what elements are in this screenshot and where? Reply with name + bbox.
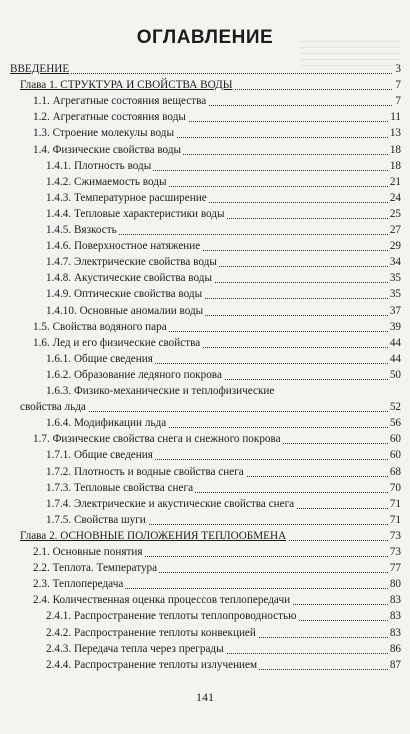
toc-entry [0, 464, 410, 480]
toc-entry [0, 238, 410, 254]
toc-entry [0, 560, 410, 576]
toc-entry-title: 1.4.3. Температурное расширение [46, 191, 207, 204]
toc-entry [0, 109, 410, 125]
toc-entry-title: 1.2. Агрегатные состояния воды [33, 111, 186, 124]
toc-entry-title: 1.4.6. Поверхностное натяжение [46, 240, 201, 253]
toc-entry [0, 496, 410, 512]
toc-entry [0, 351, 410, 367]
toc-entry-title: 1.6.3. Физико-механические и теплофизические [46, 385, 275, 397]
toc-entry [0, 528, 410, 544]
toc-entry-title: Глава 1. СТРУКТУРА И СВОЙСТВА ВОДЫ [20, 79, 233, 92]
toc-entry-page: 86 [389, 642, 401, 655]
toc-entry-page: 35 [389, 288, 401, 301]
toc-entry [0, 319, 410, 335]
toc-entry-title: 1.4.10. Основные аномалии воды [46, 304, 204, 317]
toc-entry [0, 286, 410, 302]
toc-entry [0, 77, 410, 93]
toc-entry-title: 2.3. Теплопередача [33, 578, 124, 591]
toc-entry-title: 1.4.2. Сжимаемость воды [46, 175, 167, 188]
toc-entry-title: 1.6.1. Общие сведения [46, 352, 153, 365]
toc-entry-title: 1.4.7. Электрические свойства воды [46, 256, 217, 269]
toc-entry-page: 18 [389, 143, 401, 156]
toc-entry [0, 367, 410, 383]
toc-entry-page: 68 [389, 465, 401, 478]
toc-entry-title: свойства льда [20, 401, 86, 414]
toc-entry-page: 73 [389, 529, 401, 542]
toc-entry-page: 87 [389, 658, 401, 671]
toc-entry-page: 44 [389, 352, 401, 365]
toc-entry-page: 56 [389, 417, 401, 430]
toc-entry-page: 71 [389, 497, 401, 510]
toc-entry-page: 35 [389, 272, 401, 285]
toc-entry-page: 7 [395, 95, 401, 108]
toc-entry-title: 2.4.3. Передача тепла через преграды [46, 642, 224, 655]
toc-entry-title: 1.7.2. Плотность и водные свойства снега [46, 465, 244, 478]
toc-entry-page: 71 [389, 513, 401, 526]
toc-entry-page: 44 [389, 336, 401, 349]
toc-entry-page: 52 [389, 401, 401, 414]
toc-entry-page: 7 [395, 79, 401, 92]
toc-entry-page: 70 [389, 481, 401, 494]
toc-entry-page: 80 [389, 578, 401, 591]
toc-entry-page: 25 [389, 207, 401, 220]
toc-entry-title: 1.6.2. Образование ледяного покрова [46, 368, 222, 381]
toc-entry-page: 18 [389, 159, 401, 172]
toc-entry-page: 73 [389, 546, 401, 558]
toc-entry-page: 24 [389, 191, 401, 204]
toc-entry [0, 544, 410, 560]
toc-entry-title: 1.4.1. Плотность воды [46, 159, 152, 172]
toc-entry [0, 576, 410, 592]
toc-entry-page: 39 [389, 320, 401, 333]
toc-entry-title: Глава 2. ОСНОВНЫЕ ПОЛОЖЕНИЯ ТЕПЛООБМЕНА [20, 529, 287, 542]
toc-entry-title: 2.4. Количественная оценка процессов теплопередачи [33, 594, 291, 607]
toc-entry-title: 1.3. Строение молекулы воды [33, 127, 174, 140]
toc-entry-page: 83 [389, 626, 401, 639]
toc-entry-page: 13 [389, 127, 401, 140]
toc-entry-title: 1.7.1. Общие сведения [46, 449, 153, 462]
toc-entry-title: 1.4.8. Акустические свойства воды [46, 272, 212, 285]
toc-entry-title: 2.4.2. Распространение теплоты конвекцией [46, 626, 256, 639]
toc-entry-title: 1.6. Лед и его физические свойства [33, 336, 201, 349]
toc-entry-title: 1.6.4. Модификации льда [46, 417, 167, 430]
toc-entry-page: 77 [389, 562, 401, 575]
toc-entry-title: 1.1. Агрегатные состояния вещества [33, 95, 207, 108]
page-number: 141 [196, 690, 214, 704]
toc-entry-title: ВВЕДЕНИЕ [10, 63, 70, 75]
toc-entry-page: 83 [389, 594, 401, 607]
toc-entry [0, 174, 410, 190]
toc-entry [0, 447, 410, 463]
toc-entry-title: 2.4.1. Распространение теплоты теплопроводностью [46, 610, 297, 623]
toc-entry-page: 60 [389, 449, 401, 462]
toc-entry [0, 415, 410, 431]
toc-entry-title: 1.5. Свойства водяного пара [33, 320, 167, 333]
toc-entry [0, 641, 410, 657]
toc-entry-page: 29 [389, 240, 401, 253]
toc-entry-title: 1.4.5. Вязкость [46, 224, 117, 236]
toc-entry [0, 254, 410, 270]
toc-entry-title: 2.4.4. Распространение теплоты излучением [46, 658, 258, 671]
toc-entry [0, 270, 410, 286]
toc-entry [0, 592, 410, 608]
toc-entry [0, 93, 410, 109]
toc-entry [0, 431, 410, 447]
toc-entry [0, 480, 410, 496]
toc-entry-page: 27 [389, 224, 401, 236]
toc-entry [0, 222, 410, 238]
toc-entry [0, 190, 410, 206]
toc-entry [0, 61, 410, 77]
toc-entry [0, 303, 410, 319]
toc-entry [0, 608, 410, 624]
toc-entry [0, 142, 410, 158]
toc-entry [0, 512, 410, 528]
toc-entry-title: 1.7.5. Свойства шуги [46, 513, 146, 526]
toc-entry [0, 383, 410, 399]
toc-entry [0, 657, 410, 673]
toc-entry-title: 2.1. Основные понятия [33, 546, 143, 558]
toc-entry-page: 50 [389, 368, 401, 381]
page-title: ОГЛАВЛЕНИЕ [136, 27, 274, 48]
toc-entry-title: 1.4.4. Тепловые характеристики воды [46, 207, 225, 220]
toc-entry [0, 399, 410, 415]
toc-entry-page: 11 [390, 111, 401, 124]
toc-entry-title: 2.2. Теплота. Температура [33, 562, 158, 575]
toc-entry [0, 206, 410, 222]
toc-entry-title: 1.7.4. Электрические и акустические свойства снега [46, 497, 295, 510]
toc-entry-title: 1.4. Физические свойства воды [33, 143, 182, 156]
toc-entry-page: 21 [389, 175, 401, 188]
toc-entry-title: 1.4.9. Оптические свойства воды [46, 288, 203, 301]
toc-entry-title: 1.7.3. Тепловые свойства снега [46, 481, 194, 494]
toc-entry-page: 37 [389, 304, 401, 317]
toc-entry-page: 34 [389, 256, 401, 269]
toc-entry-page: 3 [395, 63, 401, 75]
toc-entry [0, 125, 410, 141]
toc-entry-page: 60 [389, 433, 401, 446]
toc-entry-title: 1.7. Физические свойства снега и снежного покрова [33, 433, 281, 446]
toc-entry [0, 158, 410, 174]
toc-entry [0, 335, 410, 351]
toc-entry-page: 83 [389, 610, 401, 623]
toc-entry [0, 625, 410, 641]
